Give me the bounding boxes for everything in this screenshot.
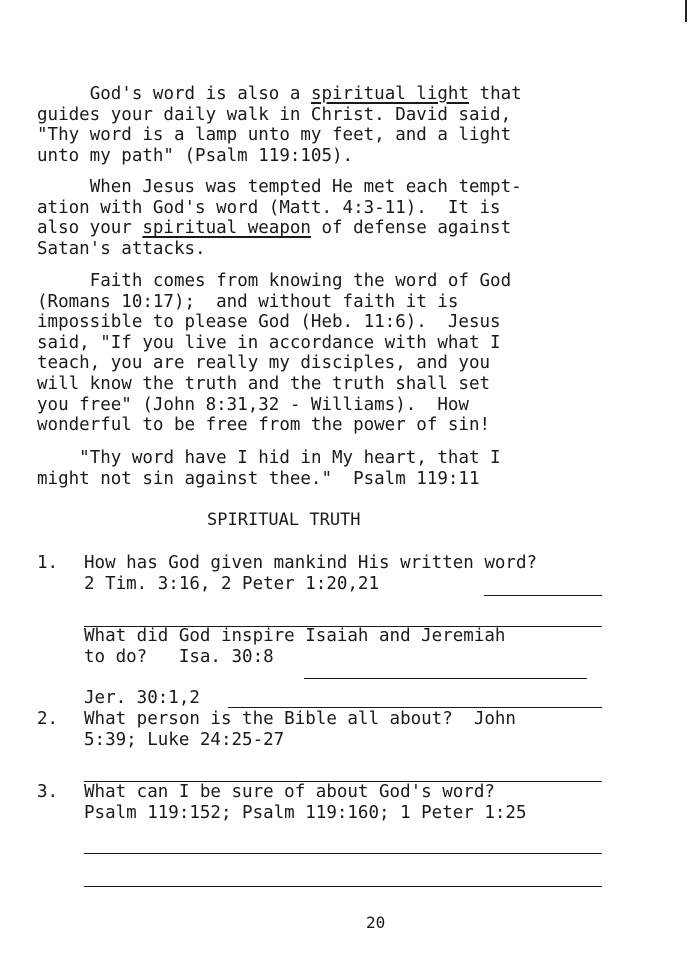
answer-line[interactable]: [304, 678, 587, 679]
question-text: What person is the Bible all about? John 5:39; Luke 24:25-27: [84, 709, 516, 750]
question-number: 1.: [37, 553, 59, 573]
page-edge-mark: [685, 0, 687, 22]
answer-line[interactable]: [84, 886, 602, 887]
paragraph-spiritual-light: [37, 84, 622, 166]
answer-line[interactable]: [484, 595, 602, 596]
paragraph-spiritual-weapon: [37, 177, 622, 259]
paragraph-psalm-quote: [37, 448, 622, 489]
paragraph-text: of defense against Satan's attacks.: [37, 218, 512, 259]
question-reference: Jer. 30:1,2: [84, 688, 200, 708]
answer-line[interactable]: [228, 707, 602, 708]
question-text: How has God given mankind His written word? 2 Tim. 3:16, 2 Peter 1:20,21: [84, 553, 538, 594]
question-text: What did God inspire Isaiah and Jeremiah to do? Isa. 30:8: [84, 626, 506, 667]
section-title: SPIRITUAL TRUTH: [207, 510, 361, 530]
question-text: What can I be sure of about God's word? Psalm 119:152; Psalm 119:160; 1 Peter 1:25: [84, 782, 527, 823]
question-number: 2.: [37, 709, 59, 729]
paragraph-text: God's word is also a: [89, 84, 311, 104]
underlined-phrase-spiritual-weapon: spiritual weapon: [142, 218, 311, 239]
page-number: 20: [366, 913, 386, 932]
question-number: 3.: [37, 782, 59, 802]
paragraph-text: that guides your daily walk in Christ. David said, "Thy word is a lamp unto my feet, and a light unto my path" (Psalm 119:105).: [37, 84, 522, 166]
answer-line[interactable]: [84, 853, 602, 854]
paragraph-text: "Thy word have I hid in My heart, that I might not sin against thee." Psalm 119:11: [37, 448, 501, 489]
paragraph-text: Faith comes from knowing the word of God (Romans 10:17); and without faith it is impossible to please God (Heb. 11:6). Jesus said, "If you live in accordance with what I teach, you are really my disciples, and you will know the truth and the truth shall set you free" (John 8:31,32 - Williams). How wonderful to be free from the power of sin!: [37, 271, 512, 436]
paragraph-faith: [37, 271, 622, 436]
paragraph-text: When Jesus was tempted He met each tempt- ation with God's word (Matt. 4:3-11). It is also your: [37, 177, 522, 239]
underlined-phrase-spiritual-light: spiritual light: [310, 84, 469, 104]
